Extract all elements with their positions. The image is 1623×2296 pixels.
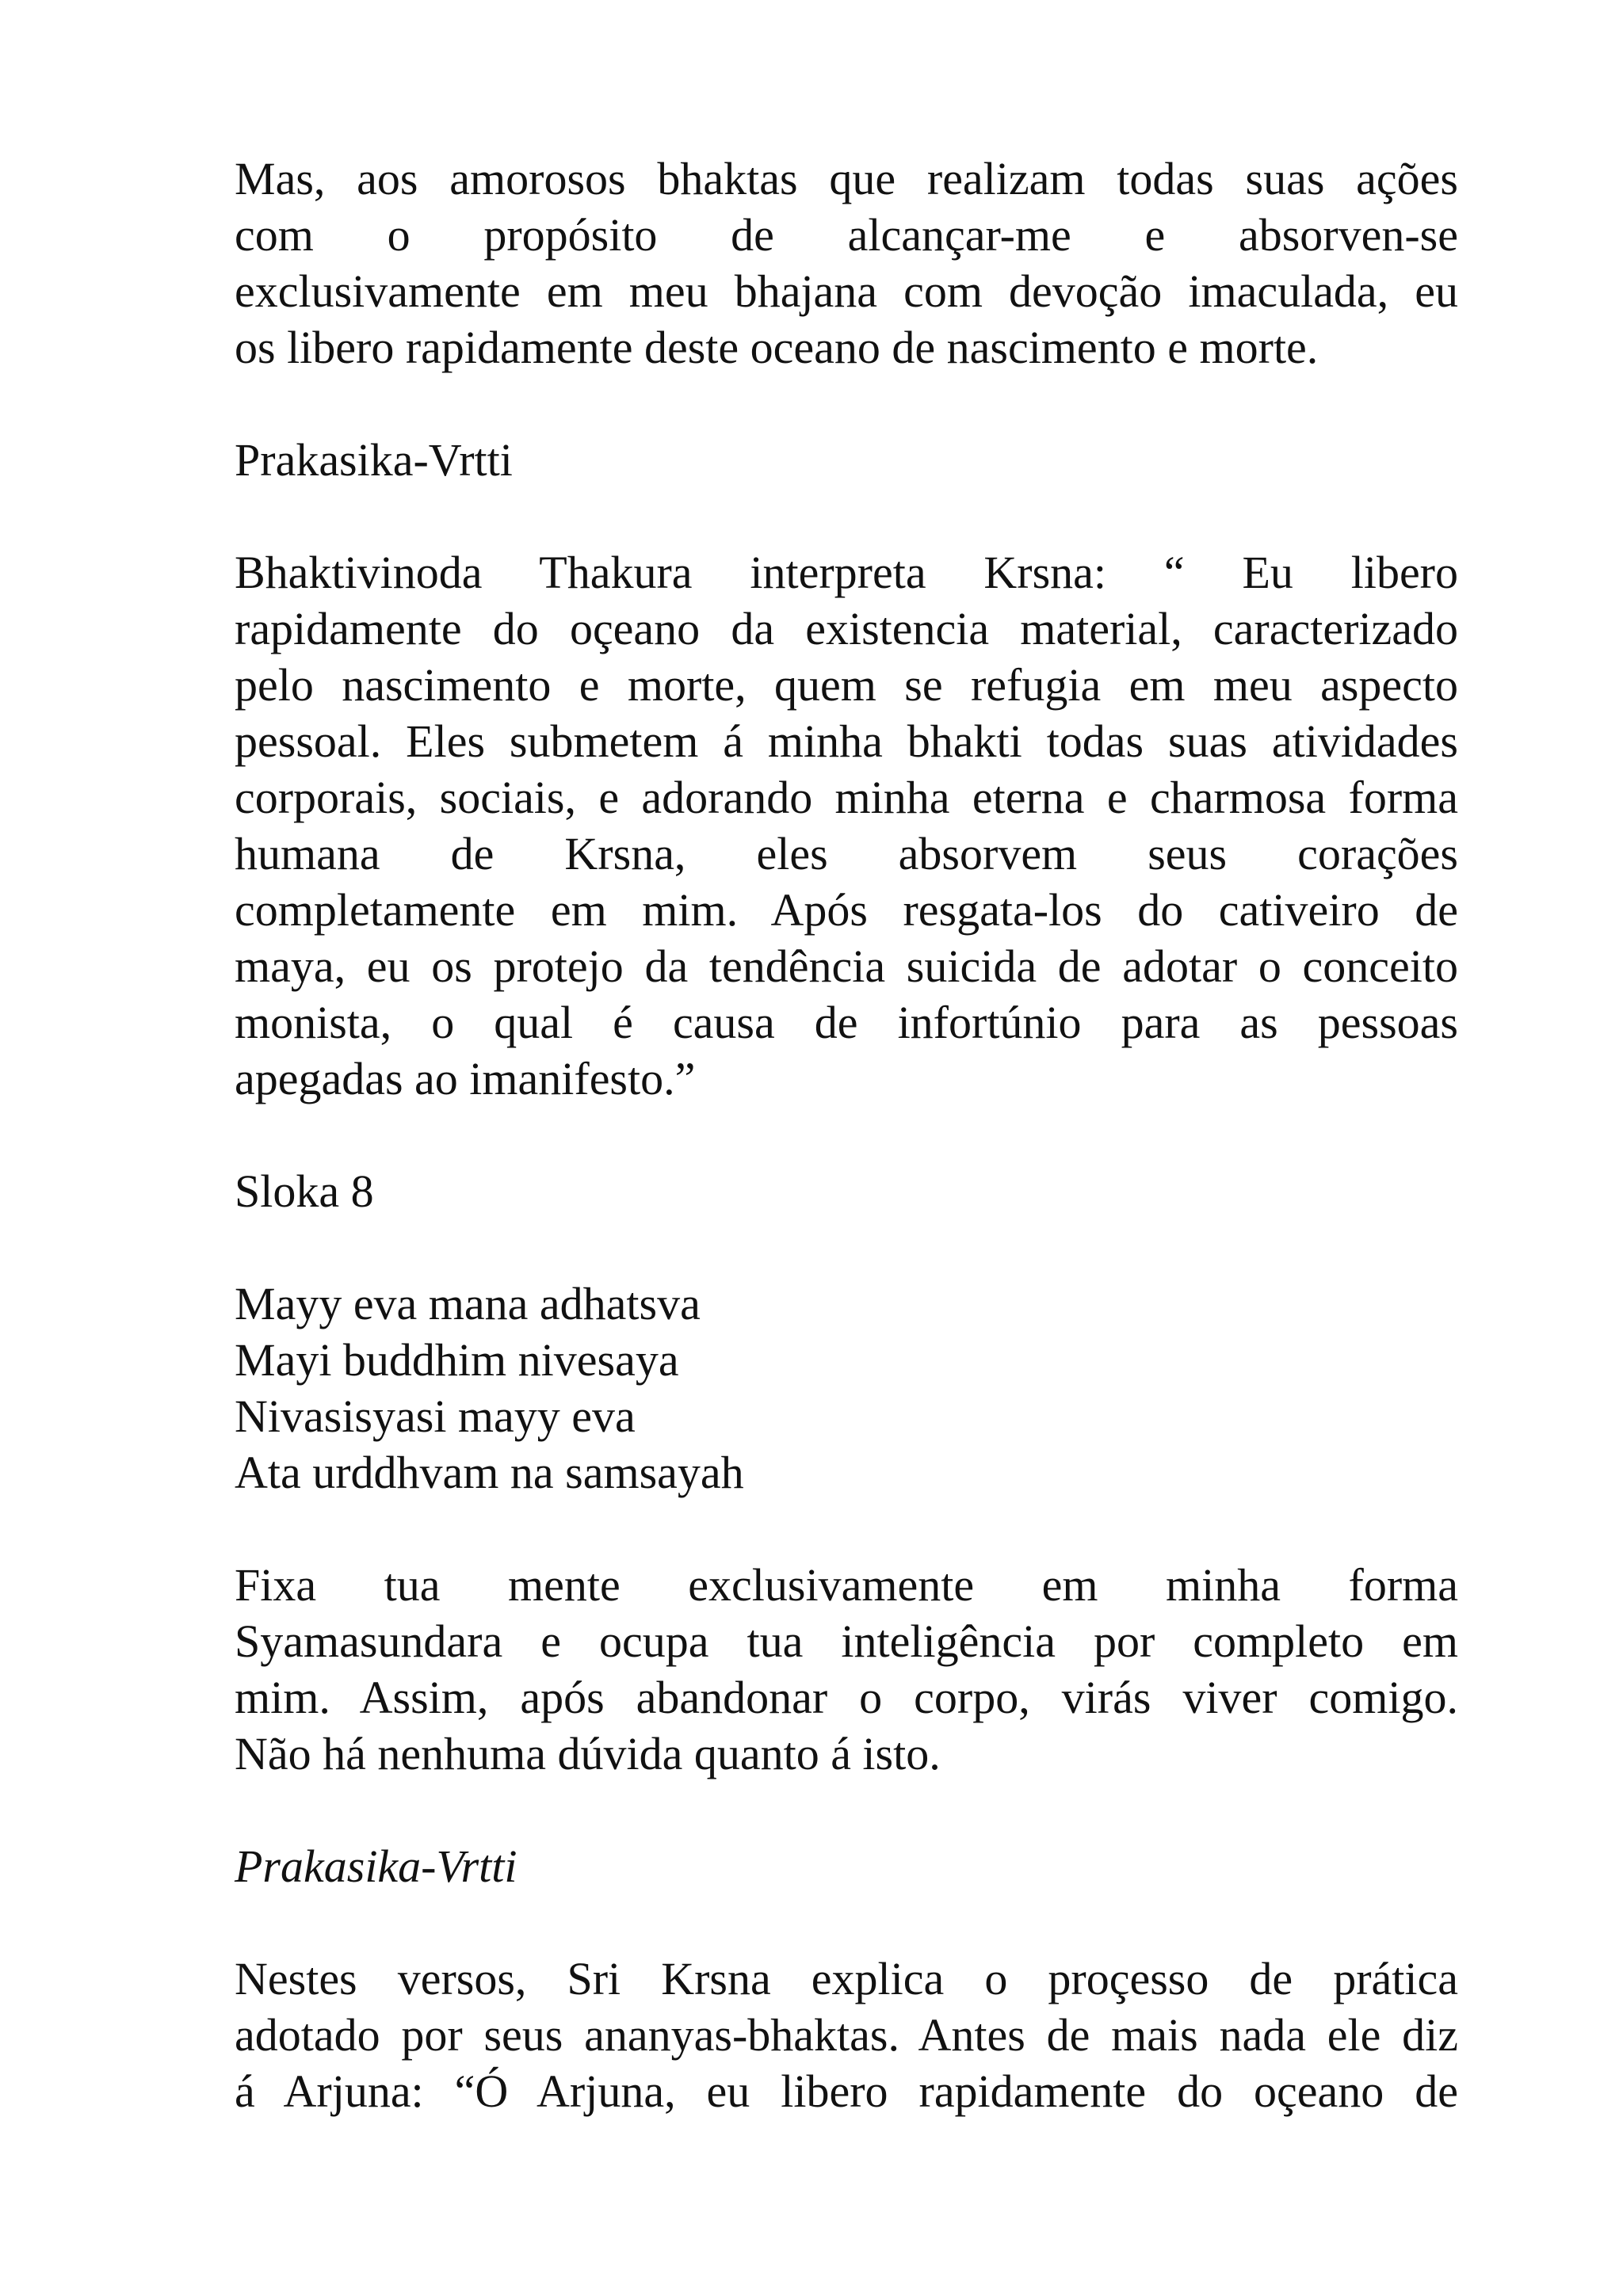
text-line: pelo nascimento e morte, quem se refugia em meu aspecto <box>235 659 1458 711</box>
verse-line: Nivasisyasi mayy eva <box>235 1390 636 1442</box>
text-line: exclusivamente em meu bhajana com devoção imaculada, eu <box>235 265 1458 317</box>
section-heading-italic: Prakasika-Vrtti <box>235 1840 517 1892</box>
paragraph-commentary-2 <box>235 1951 1458 2119</box>
text-line: Não há nenhuma dúvida quanto á isto. <box>235 1728 941 1779</box>
text-line: mim. Assim, após abandonar o corpo, virás viver comigo. <box>235 1672 1458 1723</box>
sloka-heading: Sloka 8 <box>235 1165 374 1217</box>
text-line: adotado por seus ananyas-bhaktas. Antes de mais nada ele diz <box>235 2009 1458 2061</box>
text-line: maya, eu os protejo da tendência suicida de adotar o conceito <box>235 940 1458 992</box>
text-line: apegadas ao imanifesto.” <box>235 1053 696 1104</box>
text-line: completamente em mim. Após resgata-los do cativeiro de <box>235 884 1458 936</box>
paragraph-translation-1 <box>235 151 1458 376</box>
paragraph-translation-2 <box>235 1557 1458 1782</box>
text-line: Bhaktivinoda Thakura interpreta Krsna: “ Eu libero <box>235 547 1458 598</box>
text-line: Mas, aos amorosos bhaktas que realizam todas suas ações <box>235 153 1458 204</box>
section-heading: Prakasika-Vrtti <box>235 434 513 486</box>
verse-line: Mayy eva mana adhatsva <box>235 1278 701 1329</box>
text-line: os libero rapidamente deste oceano de nascimento e morte. <box>235 322 1319 373</box>
text-line: Syamasundara e ocupa tua inteligência por completo em <box>235 1615 1458 1667</box>
text-line: humana de Krsna, eles absorvem seus corações <box>235 828 1458 879</box>
document-page <box>235 151 1458 2176</box>
text-line: corporais, sociais, e adorando minha eterna e charmosa forma <box>235 772 1458 823</box>
text-line: Nestes versos, Sri Krsna explica o proçesso de prática <box>235 1953 1458 2004</box>
verse-line: Mayi buddhim nivesaya <box>235 1334 679 1386</box>
text-line: com o propósito de alcançar-me e absorven-se <box>235 209 1458 261</box>
text-line: pessoal. Eles submetem á minha bhakti todas suas atividades <box>235 715 1458 767</box>
verse-line: Ata urddhvam na samsayah <box>235 1447 744 1498</box>
sanskrit-verse <box>235 1276 1458 1501</box>
text-line: á Arjuna: “Ó Arjuna, eu libero rapidamente do oçeano de <box>235 2065 1458 2117</box>
text-line: Fixa tua mente exclusivamente em minha forma <box>235 1559 1458 1611</box>
text-line: monista, o qual é causa de infortúnio para as pessoas <box>235 997 1458 1048</box>
text-line: rapidamente do oçeano da existencia material, caracterizado <box>235 603 1458 654</box>
paragraph-commentary-1 <box>235 544 1458 1107</box>
